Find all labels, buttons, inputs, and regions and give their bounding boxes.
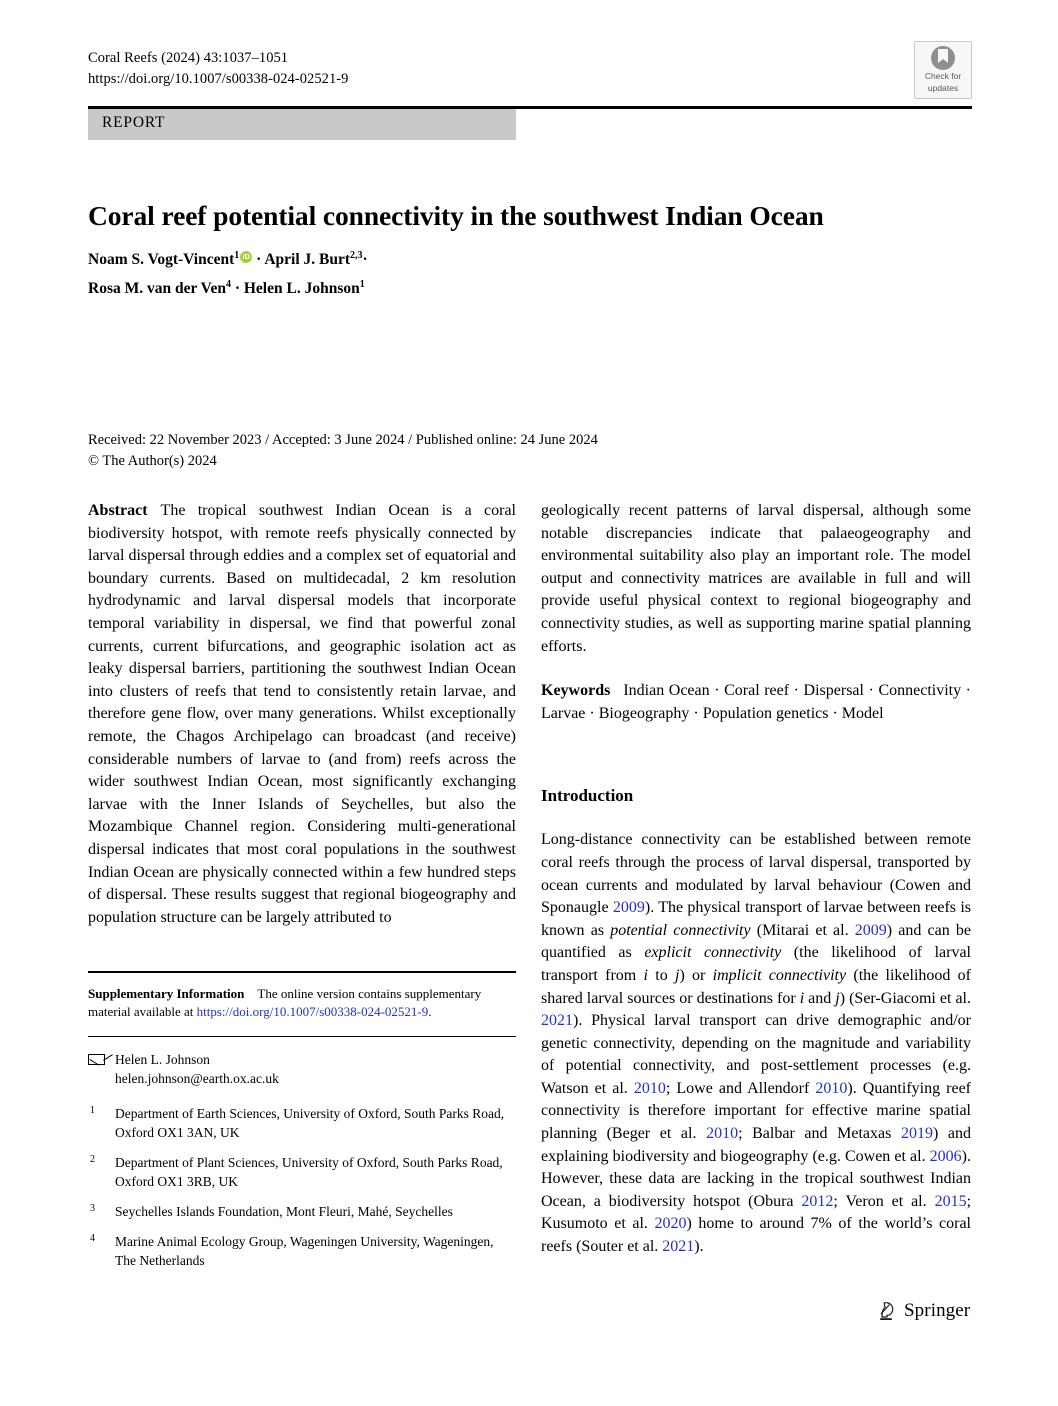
abstract-text-part1: The tropical southwest Indian Ocean is a coral biodiversity hotspot, with remote reefs physically connected by larval dispersal through eddies and a complex set of equatorial and boundary currents. Based on multidecadal, 2 km resolution hydrodynamic and larval dispersal models that incorporate temporal variability in dispersal, we find that powerful zonal currents, current bifurcations, and geographic isolation act as leaky dispersal barriers, partitioning the southwest Indian Ocean into clusters of reefs that tend to consistently retain larvae, and therefore gene flow, over many generations. Whilst exceptionally remote, the Chagos Archipelago can broadcast (and receive) considerable numbers of larvae to (and from) reefs across the wider southwest Indian Ocean, most significantly exchanging larvae with the Inner Islands of Seychelles, but also the Mozambique Channel region. Considering multi-generational dispersal indicates that most coral populations in the southwest Indian Ocean are physically connected within a few hundred steps of dispersal. These results suggest that regional biogeography and population structure can be largely attributed to	[88, 502, 516, 926]
article-type-label: REPORT	[102, 114, 166, 131]
affiliation-text: Department of Plant Sciences, University of Oxford, South Parks Road, Oxford OX1 3RB, UK	[115, 1155, 503, 1190]
emphasised-term: j	[674, 966, 680, 984]
emphasised-term: i	[799, 989, 805, 1007]
body-text: ). Physical larval transport can drive demographic and/or genetic connectivity, depending on the magnitude and variability of potential connectivity, and post-settlement processes (e.g. Watson et al.	[541, 1012, 971, 1097]
author-separator: ·	[234, 280, 240, 298]
author-separator: ·	[256, 251, 262, 269]
copyright-line: © The Author(s) 2024	[88, 453, 217, 469]
author-2	[264, 251, 362, 268]
emphasised-term: explicit connectivity	[644, 944, 782, 962]
affiliation-text: Department of Earth Sciences, University of Oxford, South Parks Road, Oxford OX1 3AN, UK	[115, 1106, 505, 1141]
author-separator: ·	[362, 251, 368, 269]
citation-link[interactable]: 2009	[854, 921, 887, 939]
left-column	[88, 500, 516, 1281]
citation-link[interactable]: 2021	[541, 1012, 573, 1030]
author-4-affil-sup: 1	[359, 279, 365, 291]
citation-link[interactable]: 2010	[815, 1079, 848, 1097]
publisher-name: Springer	[904, 1300, 971, 1321]
body-text: and	[804, 989, 836, 1007]
body-text: ) home to around 7% of the world’s coral reefs (Souter et al.	[541, 1215, 971, 1256]
body-text: to	[647, 966, 675, 984]
supplementary-label: Supplementary Information	[88, 985, 245, 1001]
affiliation-number: 3	[90, 1203, 95, 1215]
body-text: (the likelihood of larval transport from	[541, 944, 971, 984]
keywords-paragraph	[541, 680, 971, 725]
affiliation-item	[88, 1232, 516, 1270]
affiliation-list	[88, 1104, 516, 1270]
right-column	[541, 500, 971, 1259]
citation-link[interactable]: 2021	[662, 1238, 695, 1256]
emphasised-term: potential connectivity	[610, 921, 751, 939]
emphasised-term: implicit connectivity	[712, 966, 847, 984]
abstract-label: Abstract	[88, 502, 148, 519]
body-text: ) (Ser-Giacomi et al.	[839, 989, 971, 1007]
citation-link[interactable]: 2006	[929, 1147, 962, 1165]
keywords-label: Keywords	[541, 682, 611, 700]
introduction-paragraph	[541, 829, 971, 1258]
journal-reference	[88, 48, 348, 90]
author-2-name: April J. Burt	[264, 251, 351, 269]
orcid-icon[interactable]	[240, 251, 252, 263]
supplementary-text-end: .	[428, 1004, 432, 1020]
citation-link[interactable]: 2009	[612, 899, 645, 917]
body-text: ). The physical transport of larvae between reefs is known as	[541, 899, 972, 939]
citation-link[interactable]: 2010	[706, 1125, 739, 1143]
author-3	[88, 280, 231, 297]
affiliation-number: 2	[90, 1154, 95, 1166]
body-text: ; Lowe and Allendorf	[665, 1079, 816, 1097]
affiliation-number: 1	[90, 1105, 95, 1117]
body-text: ).	[694, 1238, 704, 1256]
journal-doi-line: https://doi.org/10.1007/s00338-024-02521-9	[88, 71, 349, 87]
abstract-paragraph	[88, 500, 516, 929]
article-type-banner	[88, 109, 516, 140]
supplementary-doi-link[interactable]: https://doi.org/10.1007/s00338-024-02521-9	[196, 1004, 429, 1020]
page-title: Coral reef potential connectivity in the southwest Indian Ocean	[88, 200, 824, 232]
body-text: ) and explaining biodiversity and biogeography (e.g. Cowen et al.	[541, 1125, 971, 1165]
abstract-continuation: geologically recent patterns of larval dispersal, although some notable discrepancies indicate that palaeogeography and environmental suitability also play an important role. The model output and connectivity matrices are available in full and will provide useful physical context to regional biogeography and connectivity studies, as well as supporting marine spatial planning efforts.	[541, 502, 971, 655]
citation-link[interactable]: 2010	[633, 1079, 666, 1097]
author-list	[88, 243, 648, 301]
body-text: ; Veron et al.	[833, 1192, 935, 1210]
author-1-name: Noam S. Vogt-Vincent	[88, 251, 235, 269]
affiliation-item	[88, 1153, 516, 1191]
author-2-affil-sup: 2,3	[350, 250, 363, 261]
affiliation-item	[88, 1104, 516, 1142]
emphasised-term: j	[835, 989, 840, 1007]
affiliation-text: Marine Animal Ecology Group, Wageningen University, Wageningen, The Netherlands	[115, 1234, 494, 1269]
author-4-name: Helen L. Johnson	[243, 280, 360, 298]
author-3-affil-sup: 4	[225, 279, 231, 291]
affiliation-item	[88, 1202, 516, 1221]
body-text: ). Quantifying reef connectivity is therefore important for effective marine spatial planning (Beger et al.	[541, 1079, 972, 1143]
crossmark-icon	[931, 46, 955, 70]
journal-citation-line: Coral Reefs (2024) 43:1037–1051	[88, 50, 289, 66]
check-for-updates-badge[interactable]	[914, 41, 972, 99]
author-1	[88, 251, 252, 268]
body-text: ) and can be quantified as	[541, 921, 972, 962]
citation-link[interactable]: 2015	[934, 1192, 967, 1210]
publisher-logo	[878, 1300, 970, 1322]
body-text: ; Balbar and Metaxas	[738, 1125, 901, 1143]
received-accepted-line: Received: 22 November 2023 / Accepted: 3 June 2024 / Published online: 24 June 2024	[88, 432, 598, 448]
body-text: ) or	[679, 966, 713, 984]
corresponding-author-name: Helen L. Johnson	[115, 1052, 210, 1068]
body-text: (the likelihood of shared larval sources or destinations for	[541, 966, 971, 1007]
publication-dates	[88, 430, 598, 472]
citation-link[interactable]: 2020	[654, 1215, 687, 1233]
supplementary-text: The online version contains supplementary material available at	[88, 985, 482, 1020]
citation-link[interactable]: 2012	[801, 1192, 834, 1210]
author-4	[244, 280, 365, 297]
envelope-icon	[88, 1054, 105, 1065]
corresponding-author-email: helen.johnson@earth.ox.ac.uk	[115, 1071, 279, 1087]
author-3-name: Rosa M. van der Ven	[88, 280, 226, 298]
section-heading-introduction: Introduction	[541, 786, 634, 806]
affiliation-number: 4	[90, 1233, 95, 1245]
badge-line-1: Check for	[924, 71, 962, 81]
springer-knight-icon	[878, 1300, 898, 1322]
body-text: (Mitarai et al.	[750, 921, 855, 939]
author-1-affil-sup: 1	[234, 250, 240, 261]
keywords-text: Indian Ocean · Coral reef · Dispersal · Connectivity · Larvae · Biogeography · Population genetics · Model	[541, 682, 971, 722]
body-text: ). However, these data are lacking in the tropical southwest Indian Ocean, a biodiversity hotspot (Obura	[541, 1147, 971, 1210]
corresponding-author	[88, 1050, 516, 1088]
emphasised-term: i	[643, 966, 648, 984]
body-text: ; Kusumoto et al.	[541, 1192, 972, 1233]
citation-link[interactable]: 2019	[900, 1125, 933, 1143]
body-text: Long-distance connectivity can be established between remote coral reefs through the process of larval dispersal, transported by ocean currents and modulated by larval behaviour (Cowen and Sponaugle	[541, 831, 971, 917]
supplementary-information	[88, 985, 516, 1022]
badge-line-2: updates	[927, 82, 959, 93]
affiliation-text: Seychelles Islands Foundation, Mont Fleuri, Mahé, Seychelles	[115, 1204, 453, 1220]
